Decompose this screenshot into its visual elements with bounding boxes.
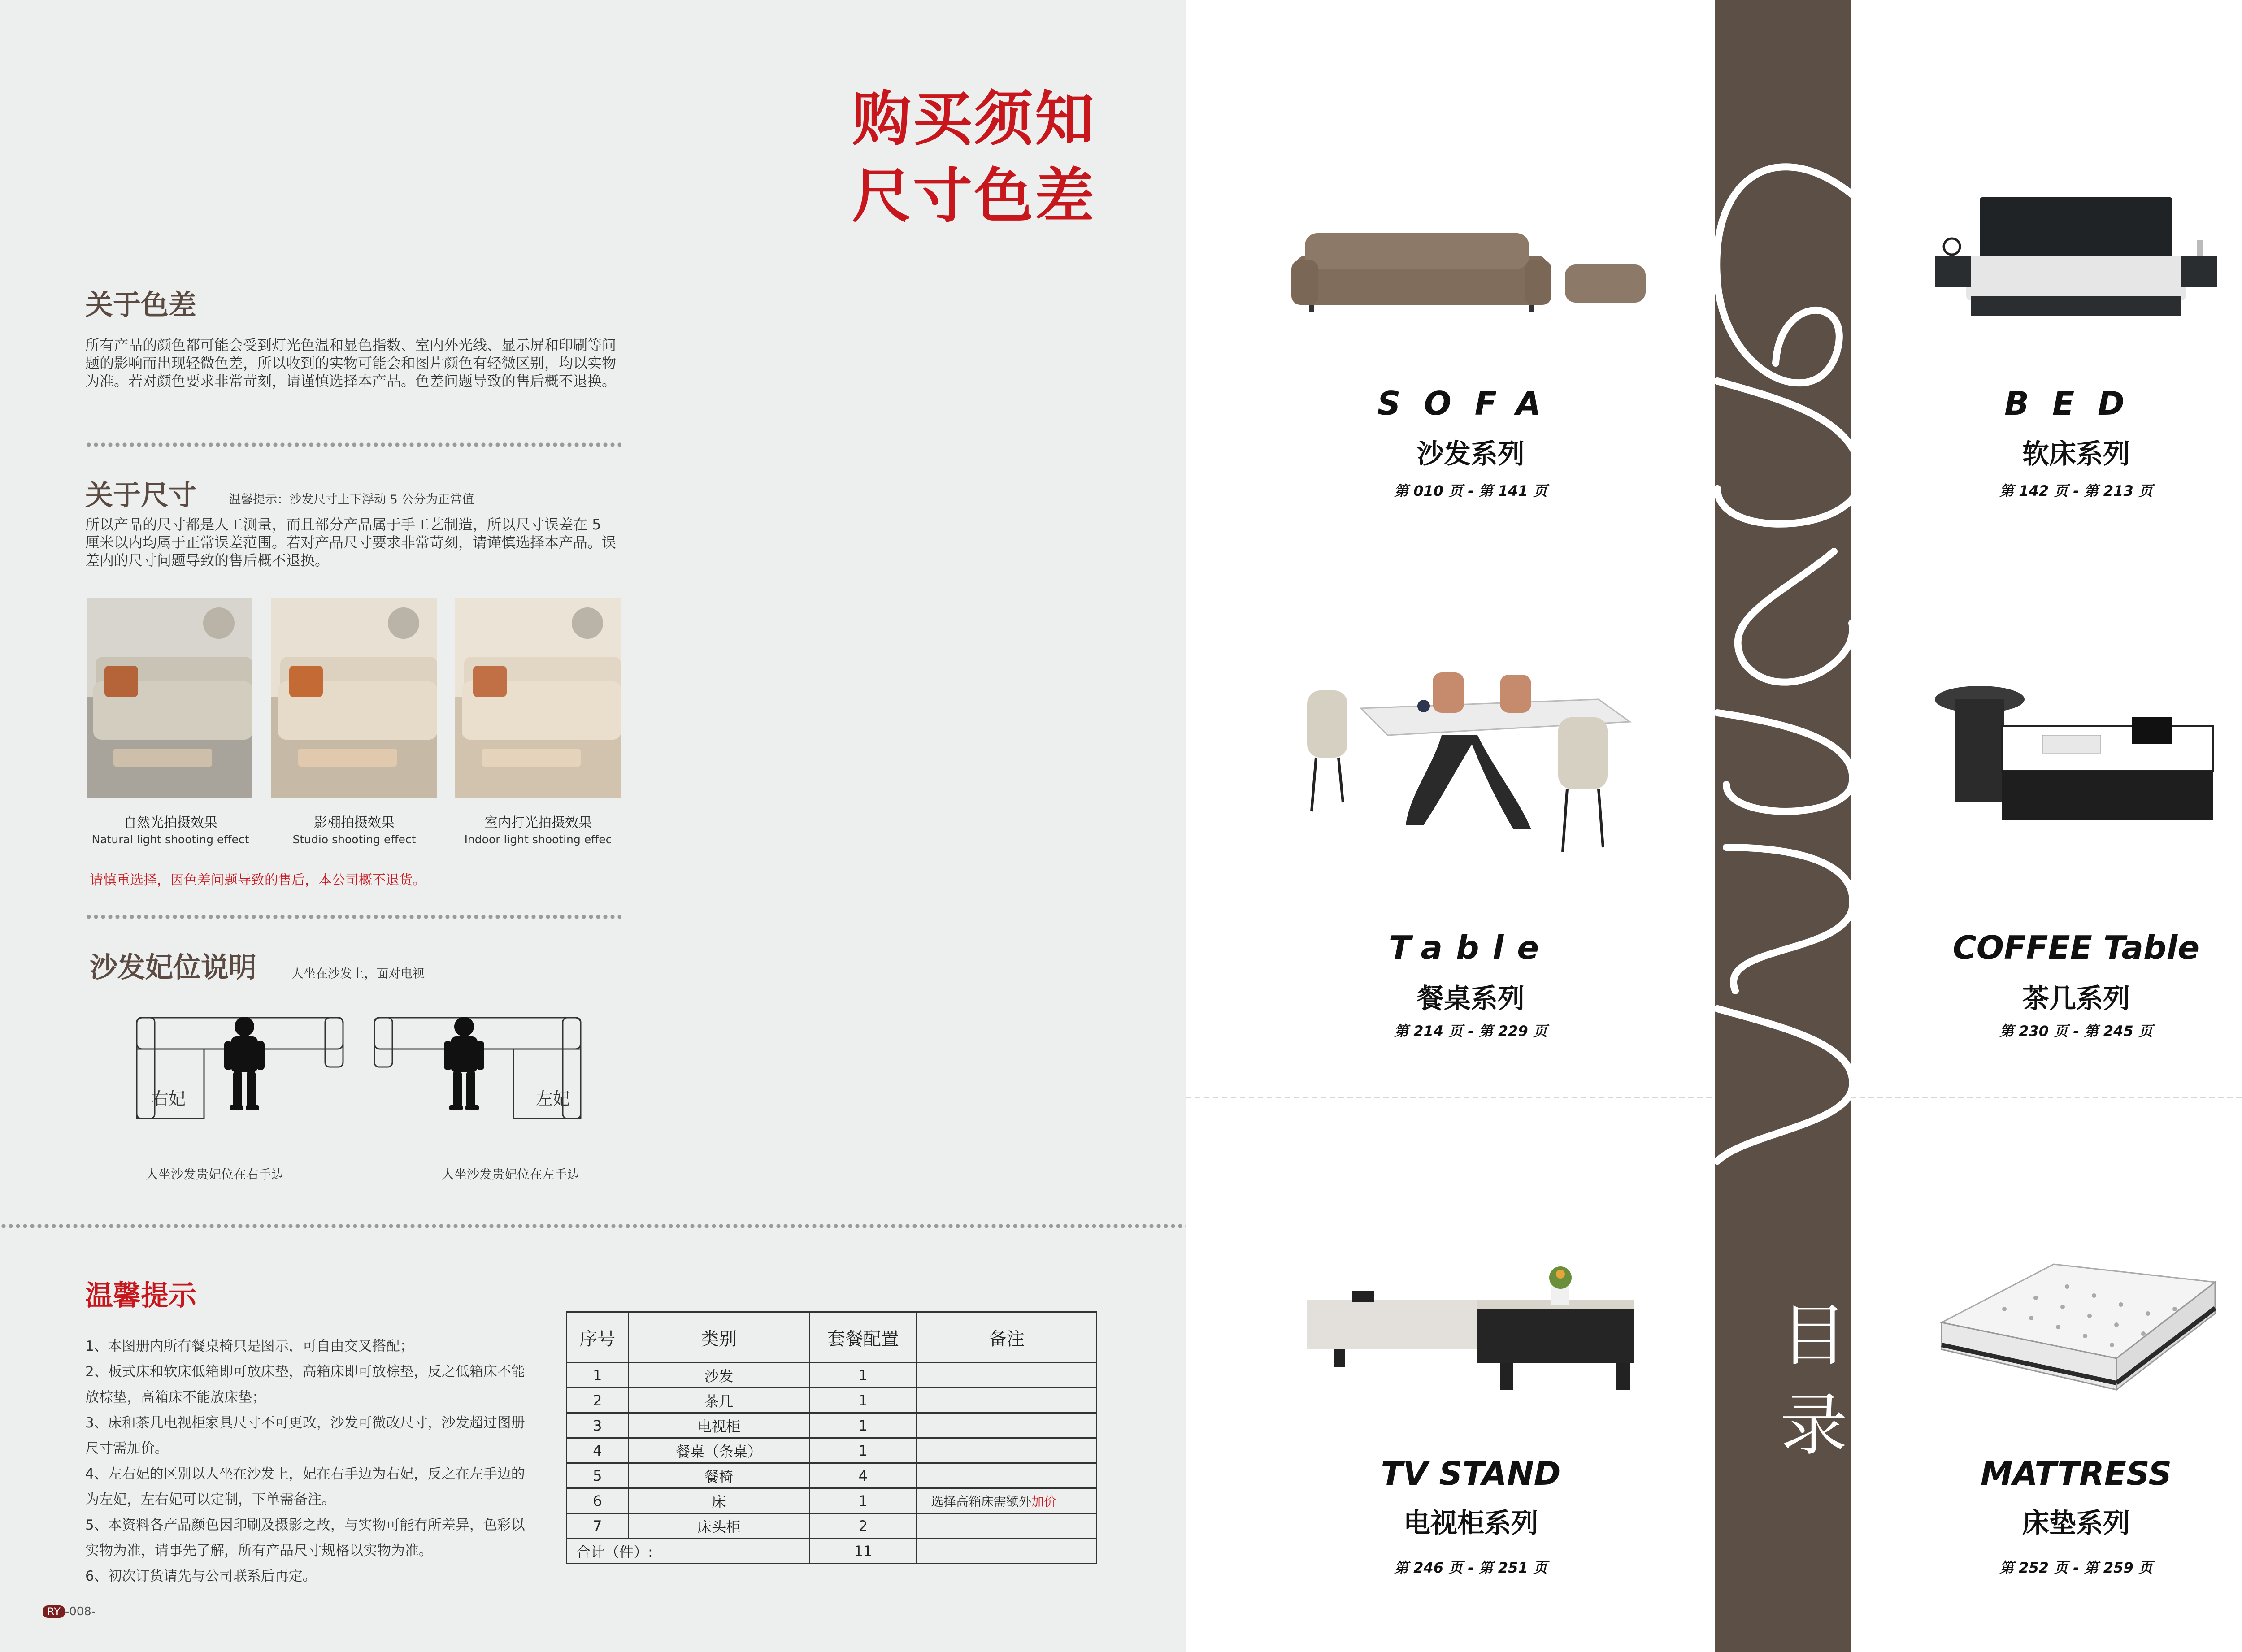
category-cn-mattress: 床垫系列 [2022, 1508, 2130, 1539]
tip-item: 6、初次订货请先与公司联系后再定。 [85, 1568, 317, 1584]
category-cn-table: 餐桌系列 [1417, 983, 1525, 1015]
script-decoration [1690, 148, 1879, 1170]
photo-caption-2-cn: 影棚拍摄效果 [314, 815, 395, 831]
total-value: 11 [809, 1539, 917, 1564]
title-line-2: 尺寸色差 [852, 162, 1096, 231]
table-note-cell [917, 1488, 1097, 1513]
tips-title: 温馨提示 [85, 1279, 197, 1312]
table-row [567, 1463, 1097, 1488]
table-row [567, 1413, 1097, 1438]
brand-badge: RY [43, 1605, 65, 1618]
table-cell: 1 [809, 1438, 917, 1463]
photo-indoor-light [455, 598, 621, 798]
title-line-1: 购买须知 [852, 85, 1096, 154]
contents-title [1780, 1291, 1848, 1470]
table-cell [917, 1388, 1097, 1413]
note-red-text: 加价 [1031, 1494, 1057, 1509]
tip-item: 1、本图册内所有餐桌椅只是图示，可自由交叉搭配； [85, 1338, 414, 1354]
sofa-image [1291, 224, 1646, 314]
size-text: 所以产品的尺寸都是人工测量，而且部分产品属于手工艺制造，所以尺寸误差在 5 厘米以内均属于正常误差范围。若对产品尺寸要求非常苛刻，请谨慎选择本产品。误差内的尺寸问题导致的售后概不退换。 [85, 516, 617, 569]
table-cell [917, 1363, 1097, 1388]
header-cell: 序号 [567, 1312, 629, 1363]
tip-item: 3、床和茶几电视柜家具尺寸不可更改，沙发可微改尺寸，沙发超过图册尺寸需加价。 [85, 1415, 525, 1457]
dotted-divider [85, 442, 621, 448]
table-cell [917, 1463, 1097, 1488]
dotted-divider [0, 1223, 1186, 1229]
table-cell: 6 [567, 1488, 629, 1513]
dining-table-image [1307, 668, 1637, 856]
table-row [567, 1388, 1097, 1413]
category-pages-sofa: 第 010 页 - 第 141 页 [1394, 482, 1547, 499]
header-cell: 套餐配置 [809, 1312, 917, 1363]
category-pages-mattress: 第 252 页 - 第 259 页 [1999, 1559, 2153, 1576]
table-cell: 1 [567, 1363, 629, 1388]
photo-caption-3-en: Indoor light shooting effec [464, 833, 612, 846]
left-chaise-label: 左妃 [536, 1089, 570, 1109]
tip-item: 4、左右妃的区别以人坐在沙发上，妃在右手边为右妃，反之在左手边的为左妃，左右妃可以定制，下单需备注。 [85, 1466, 525, 1508]
table-cell: 2 [567, 1388, 629, 1413]
table-header-row [567, 1312, 1097, 1363]
category-en-tv-stand: TV STAND [1381, 1455, 1561, 1492]
table-cell: 1 [809, 1488, 917, 1513]
color-warning-note: 请慎重选择，因色差问题导致的售后，本公司概不退货。 [90, 872, 426, 888]
category-en-mattress: MATTRESS [1980, 1455, 2172, 1492]
header-cell: 备注 [917, 1312, 1097, 1363]
category-en-bed: BED [2004, 385, 2148, 422]
chaise-position-title: 沙发妃位说明 [90, 951, 257, 984]
category-cn-bed: 软床系列 [2022, 438, 2130, 470]
photo-caption-1-en: Natural light shooting effect [91, 833, 249, 846]
bed-image [1935, 197, 2217, 327]
table-cell: 7 [567, 1513, 629, 1539]
dashed-divider [1186, 1097, 1715, 1098]
table-row [567, 1363, 1097, 1388]
dotted-divider [85, 914, 621, 920]
photo-caption-1-cn: 自然光拍摄效果 [123, 815, 217, 831]
table-cell: 餐桌（条桌） [628, 1438, 809, 1463]
category-en-table: Table [1389, 929, 1553, 967]
table-cell: 餐椅 [628, 1463, 809, 1488]
table-cell: 4 [809, 1463, 917, 1488]
table-cell [917, 1513, 1097, 1539]
table-cell [917, 1413, 1097, 1438]
tips-list [85, 1334, 538, 1589]
category-pages-bed: 第 142 页 - 第 213 页 [1999, 482, 2153, 499]
mattress-image [1937, 1255, 2220, 1403]
category-pages-table: 第 214 页 - 第 229 页 [1394, 1023, 1547, 1040]
size-title: 关于尺寸 [85, 479, 197, 512]
size-hint: 温馨提示：沙发尺寸上下浮动 5 公分为正常值 [229, 493, 474, 507]
contents-char: 目 [1780, 1297, 1848, 1375]
table-row [567, 1513, 1097, 1539]
chaise-position-hint: 人坐在沙发上，面对电视 [291, 967, 425, 981]
page-title [852, 81, 1148, 235]
category-pages-coffee-table: 第 230 页 - 第 245 页 [1999, 1023, 2153, 1040]
table-cell: 1 [809, 1363, 917, 1388]
table-cell: 床 [628, 1488, 809, 1513]
table-cell [917, 1539, 1097, 1564]
tv-stand-image [1307, 1264, 1634, 1394]
color-diff-title: 关于色差 [85, 288, 197, 321]
table-cell: 电视柜 [628, 1413, 809, 1438]
category-cn-tv-stand: 电视柜系列 [1403, 1508, 1538, 1539]
table-row [567, 1488, 1097, 1513]
note-text: 选择高箱床需额外 [931, 1494, 1032, 1509]
table-total-row [567, 1539, 1097, 1564]
category-pages-tv-stand: 第 246 页 - 第 251 页 [1394, 1559, 1547, 1576]
header-cell: 类别 [628, 1312, 809, 1363]
photo-studio [271, 598, 437, 798]
table-cell: 床头柜 [628, 1513, 809, 1539]
table-row [567, 1438, 1097, 1463]
category-en-coffee-table: COFFEE Table [1952, 929, 2200, 967]
contents-char: 录 [1780, 1387, 1848, 1465]
table-cell: 5 [567, 1463, 629, 1488]
table-cell: 3 [567, 1413, 629, 1438]
person-icon [444, 1017, 484, 1110]
category-cn-sofa: 沙发系列 [1417, 438, 1525, 470]
chaise-diagram [130, 1009, 601, 1125]
left-chaise-caption: 人坐沙发贵妃位在左手边 [442, 1167, 580, 1182]
page-footer-left [43, 1605, 96, 1618]
table-cell: 1 [809, 1388, 917, 1413]
person-icon [224, 1017, 265, 1110]
table-cell: 2 [809, 1513, 917, 1539]
total-label: 合计（件）: [567, 1539, 810, 1564]
table-cell: 沙发 [628, 1363, 809, 1388]
table-cell: 1 [809, 1413, 917, 1438]
category-cn-coffee-table: 茶几系列 [2022, 983, 2130, 1015]
table-cell [917, 1438, 1097, 1463]
photo-caption-2-en: Studio shooting effect [292, 833, 416, 846]
photo-natural-light [87, 598, 252, 798]
category-en-sofa: SOFA [1377, 385, 1564, 422]
coffee-table-image [1935, 681, 2217, 834]
color-diff-text: 所有产品的颜色都可能会受到灯光色温和显色指数、室内外光线、显示屏和印刷等问题的影响而出现轻微色差，所以收到的实物可能会和图片颜色有轻微区别，均以实物为准。若对颜色要求非常苛刻，请谨慎选择本产品。色差问题导致的售后概不退换。 [85, 337, 617, 390]
right-chaise-caption: 人坐沙发贵妃位在右手边 [146, 1167, 284, 1182]
page-number: -008- [65, 1605, 96, 1618]
photo-caption-3-cn: 室内打光拍摄效果 [484, 815, 592, 831]
table-cell: 茶几 [628, 1388, 809, 1413]
tip-item: 5、本资料各产品颜色因印刷及摄影之故，与实物可能有所差异，色彩以实物为准，请事先了解，所有产品尺寸规格以实物为准。 [85, 1517, 525, 1559]
table-cell: 4 [567, 1438, 629, 1463]
tip-item: 2、板式床和软床低箱即可放床垫，高箱床即可放棕垫，反之低箱床不能放棕垫，高箱床不能放床垫； [85, 1364, 525, 1405]
dashed-divider [1851, 1097, 2242, 1098]
package-config-table [566, 1311, 1097, 1564]
right-chaise-label: 右妃 [152, 1089, 186, 1109]
